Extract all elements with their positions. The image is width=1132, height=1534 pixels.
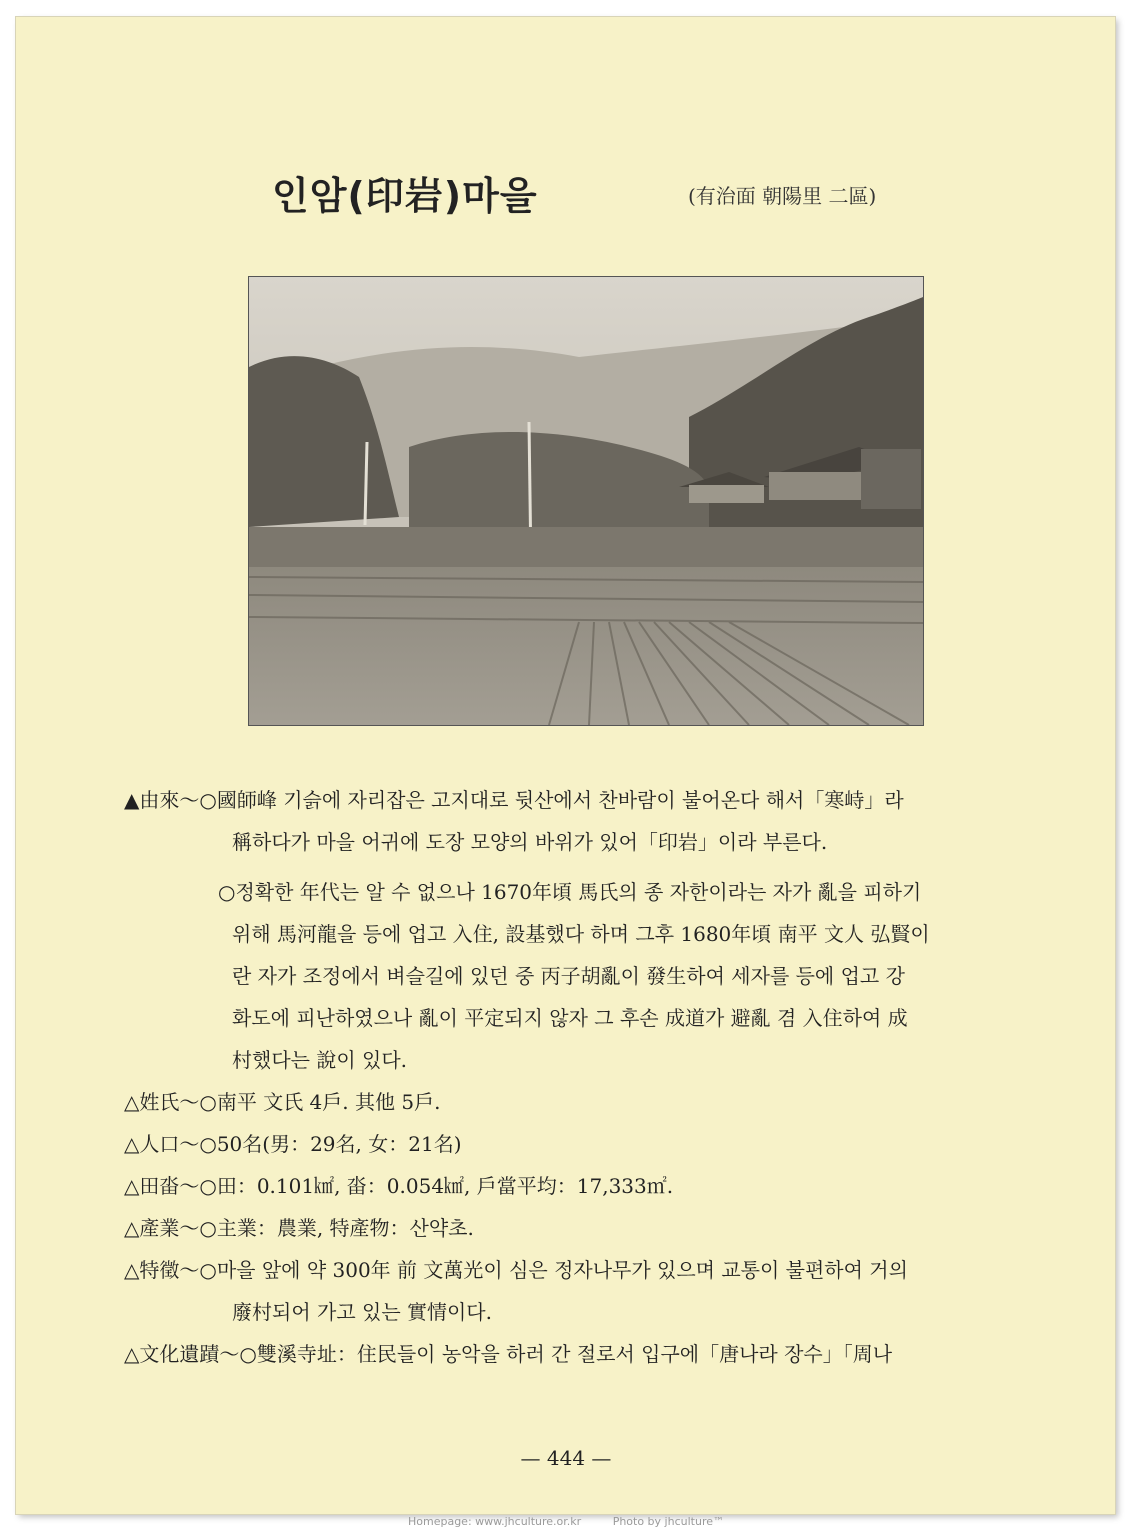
page-title: 인암(印岩)마을 bbox=[272, 174, 538, 218]
industry-line: △產業～○主業：農業, 特產物：산약초. bbox=[124, 1216, 474, 1240]
village-photo bbox=[248, 276, 924, 726]
history-line: 화도에 피난하였으나 亂이 平定되지 않자 그 후손 成道가 避亂 겸 入住하여 成 bbox=[232, 1006, 908, 1030]
homepage-credit: Homepage: www.jhculture.or.kr bbox=[407, 1515, 582, 1528]
origin-line-cont: 稱하다가 마을 어귀에 도장 모양의 바위가 있어「印岩」이라 부른다. bbox=[232, 830, 828, 854]
history-line: 란 자가 조정에서 벼슬길에 있던 중 丙子胡亂이 發生하여 세자를 등에 업고 강 bbox=[232, 964, 905, 988]
heritage-line: △文化遺蹟～○雙溪寺址：住民들이 농악을 하러 간 절로서 입구에「唐나라 장수」「周나 bbox=[124, 1342, 893, 1366]
farmland-line: △田畓～○田：0.101㎢, 畓：0.054㎢, 戶當平均：17,333㎡. bbox=[124, 1174, 674, 1198]
origin-line: ▲由來～○國師峰 기슭에 자리잡은 고지대로 뒷산에서 찬바람이 불어온다 해서「寒峙」라 bbox=[124, 788, 904, 812]
history-line: 위해 馬河龍을 등에 업고 入住, 設基했다 하며 그후 1680年頃 南平 文人 弘賢이 bbox=[232, 922, 930, 946]
features-line-cont: 廢村되어 가고 있는 實情이다. bbox=[232, 1300, 492, 1324]
surname-line: △姓氏～○南平 文氏 4戶. 其他 5戶. bbox=[124, 1090, 441, 1114]
footer bbox=[0, 1515, 1132, 1528]
photo-credit: Photo by jhculture™ bbox=[612, 1515, 724, 1528]
location-subtitle: (有治面 朝陽里 二區) bbox=[688, 184, 877, 208]
population-line: △人口～○50名(男：29名, 女：21名) bbox=[124, 1132, 462, 1156]
history-line: 村했다는 說이 있다. bbox=[232, 1048, 407, 1072]
page-number: — 444 — bbox=[520, 1446, 612, 1470]
features-line: △特徵～○마을 앞에 약 300年 前 文萬光이 심은 정자나무가 있으며 교통이 불편하여 거의 bbox=[124, 1258, 908, 1282]
scanned-page bbox=[16, 17, 1115, 1514]
history-line: ○정확한 年代는 알 수 없으나 1670年頃 馬氏의 종 자한이라는 자가 亂을 피하기 bbox=[218, 880, 922, 904]
